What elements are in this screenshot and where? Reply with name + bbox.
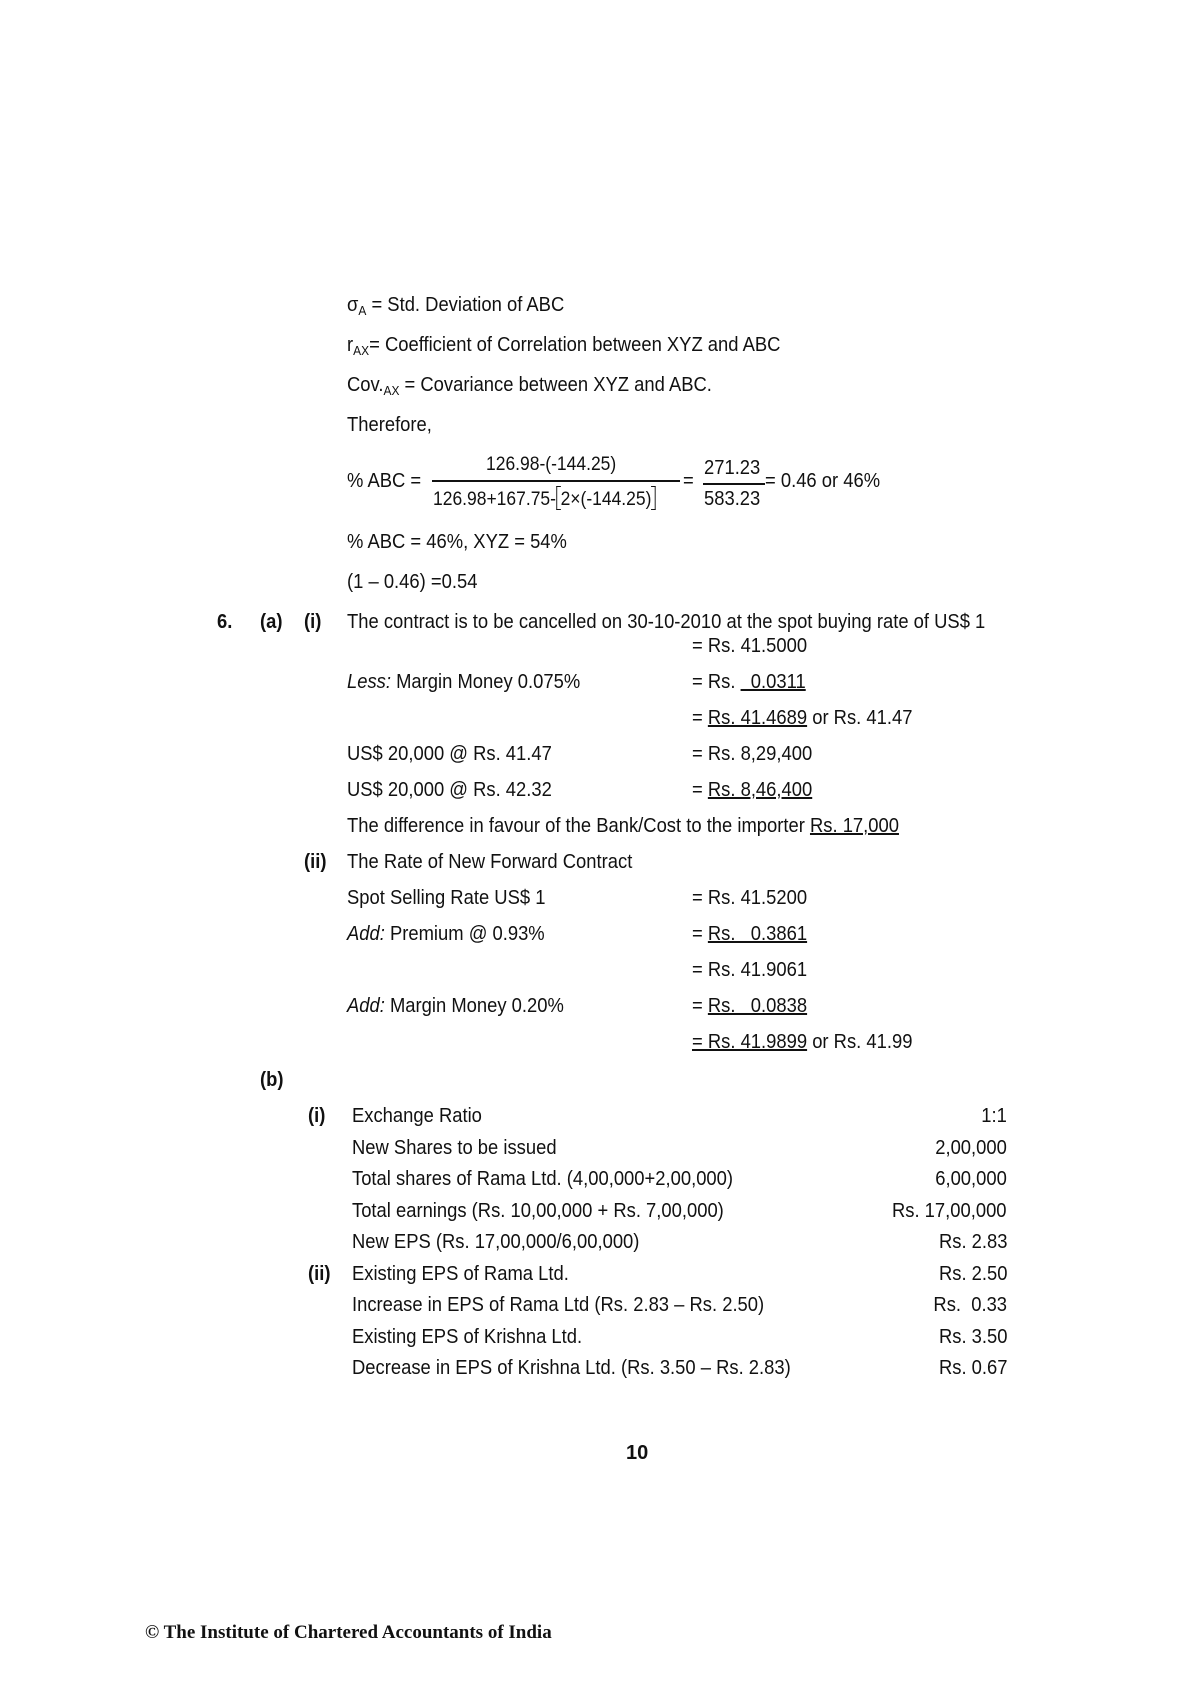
eps-row-label: Decrease in EPS of Krishna Ltd. (Rs. 3.50 – Rs. 2.83) <box>352 1357 791 1379</box>
formula-denominator: 126.98+167.75- 2×(-144.25) <box>433 486 656 512</box>
result-abc-xyz: % ABC = 46%, XYZ = 54% <box>347 531 567 553</box>
page-number: 10 <box>626 1442 649 1464</box>
add-margin-label: Add: Margin Money 0.20% <box>347 995 564 1017</box>
eps-row-value: Rs. 17,00,000 <box>892 1200 1007 1222</box>
eps-row-value: Rs. 3.50 <box>938 1326 1007 1348</box>
eps-row-value: Rs. 0.33 <box>933 1294 1007 1316</box>
row-us-4232-label: US$ 20,000 @ Rs. 42.32 <box>347 779 552 801</box>
eps-row-label: Total shares of Rama Ltd. (4,00,000+2,00,000) <box>352 1168 734 1190</box>
row-us-4147-value: = Rs. 8,29,400 <box>692 743 813 765</box>
less-margin-value: = Rs. 0.0311 <box>692 671 806 693</box>
eps-row-value: 6,00,000 <box>935 1168 1007 1190</box>
eps-row-label: New EPS (Rs. 17,00,000/6,00,000) <box>352 1231 640 1253</box>
part-b-sub-ii: (ii) <box>308 1263 331 1285</box>
spot-selling-value: = Rs. 41.5200 <box>692 887 808 909</box>
footer-copyright: © The Institute of Chartered Accountants of India <box>145 1622 552 1643</box>
formula-fraction2-denominator: 583.23 <box>704 488 761 510</box>
eps-row-value: 1:1 <box>981 1105 1007 1127</box>
eps-row-value: Rs. 2.83 <box>938 1231 1007 1253</box>
eps-row-value: Rs. 2.50 <box>938 1263 1007 1285</box>
part-b-sub-i: (i) <box>308 1105 326 1127</box>
subtotal-value: = Rs. 41.9061 <box>692 959 808 981</box>
final-rate-value: = Rs. 41.9899 or Rs. 41.99 <box>692 1031 913 1053</box>
eps-row-label: Existing EPS of Krishna Ltd. <box>352 1326 583 1348</box>
question-number: 6. <box>217 611 233 633</box>
therefore-text: Therefore, <box>347 414 432 436</box>
spot-buying-value: = Rs. 41.5000 <box>692 635 808 657</box>
eps-row-label: New Shares to be issued <box>352 1137 557 1159</box>
eps-row-label: Exchange Ratio <box>352 1105 482 1127</box>
formula-equals: = <box>683 470 694 492</box>
eps-row-label: Total earnings (Rs. 10,00,000 + Rs. 7,00,000) <box>352 1200 724 1222</box>
formula-fraction2-numerator: 271.23 <box>704 457 761 479</box>
eps-row-label: Increase in EPS of Rama Ltd (Rs. 2.83 – Rs. 2.50) <box>352 1294 765 1316</box>
cancel-intro: The contract is to be cancelled on 30-10-2010 at the spot buying rate of US$ 1 <box>347 611 986 633</box>
part-b-label: (b) <box>260 1069 284 1091</box>
row-us-4147-label: US$ 20,000 @ Rs. 41.47 <box>347 743 552 765</box>
add-margin-value: = Rs. 0.0838 <box>692 995 808 1017</box>
definition-correlation: $r_{AX}=$ Coefficient of Correlation between XYZ and ABC <box>347 334 781 358</box>
less-margin-label: Less: Margin Money 0.075% <box>347 671 581 693</box>
formula-result: = 0.46 or 46% <box>765 470 881 492</box>
net-rate-value: = Rs. 41.4689 or Rs. 41.47 <box>692 707 913 729</box>
difference-text: The difference in favour of the Bank/Cost to the importer Rs. 17,000 <box>347 815 899 837</box>
spot-selling-label: Spot Selling Rate US$ 1 <box>347 887 546 909</box>
add-premium-value: = Rs. 0.3861 <box>692 923 808 945</box>
row-us-4232-value: = Rs. 8,46,400 <box>692 779 813 801</box>
new-forward-title: The Rate of New Forward Contract <box>347 851 633 873</box>
result-xyz-calc: (1 – 0.46) =0.54 <box>347 571 478 593</box>
add-premium-label: Add: Premium @ 0.93% <box>347 923 545 945</box>
fraction-bar-1 <box>432 480 680 482</box>
sub-i-label: (i) <box>304 611 322 633</box>
definition-covariance: $Cov._{AX}$ = Covariance between XYZ and ABC. <box>347 374 712 398</box>
eps-row-value: Rs. 0.67 <box>938 1357 1007 1379</box>
definition-sigma: $\sigma_A$ = Std. Deviation of ABC <box>347 294 565 318</box>
part-a-label: (a) <box>260 611 283 633</box>
eps-row-value: 2,00,000 <box>935 1137 1007 1159</box>
formula-numerator: 126.98-(-144.25) <box>486 454 617 475</box>
fraction-bar-2 <box>703 483 765 485</box>
sub-ii-label: (ii) <box>304 851 327 873</box>
eps-row-label: Existing EPS of Rama Ltd. <box>352 1263 569 1285</box>
formula-lhs: % ABC = <box>347 470 422 492</box>
